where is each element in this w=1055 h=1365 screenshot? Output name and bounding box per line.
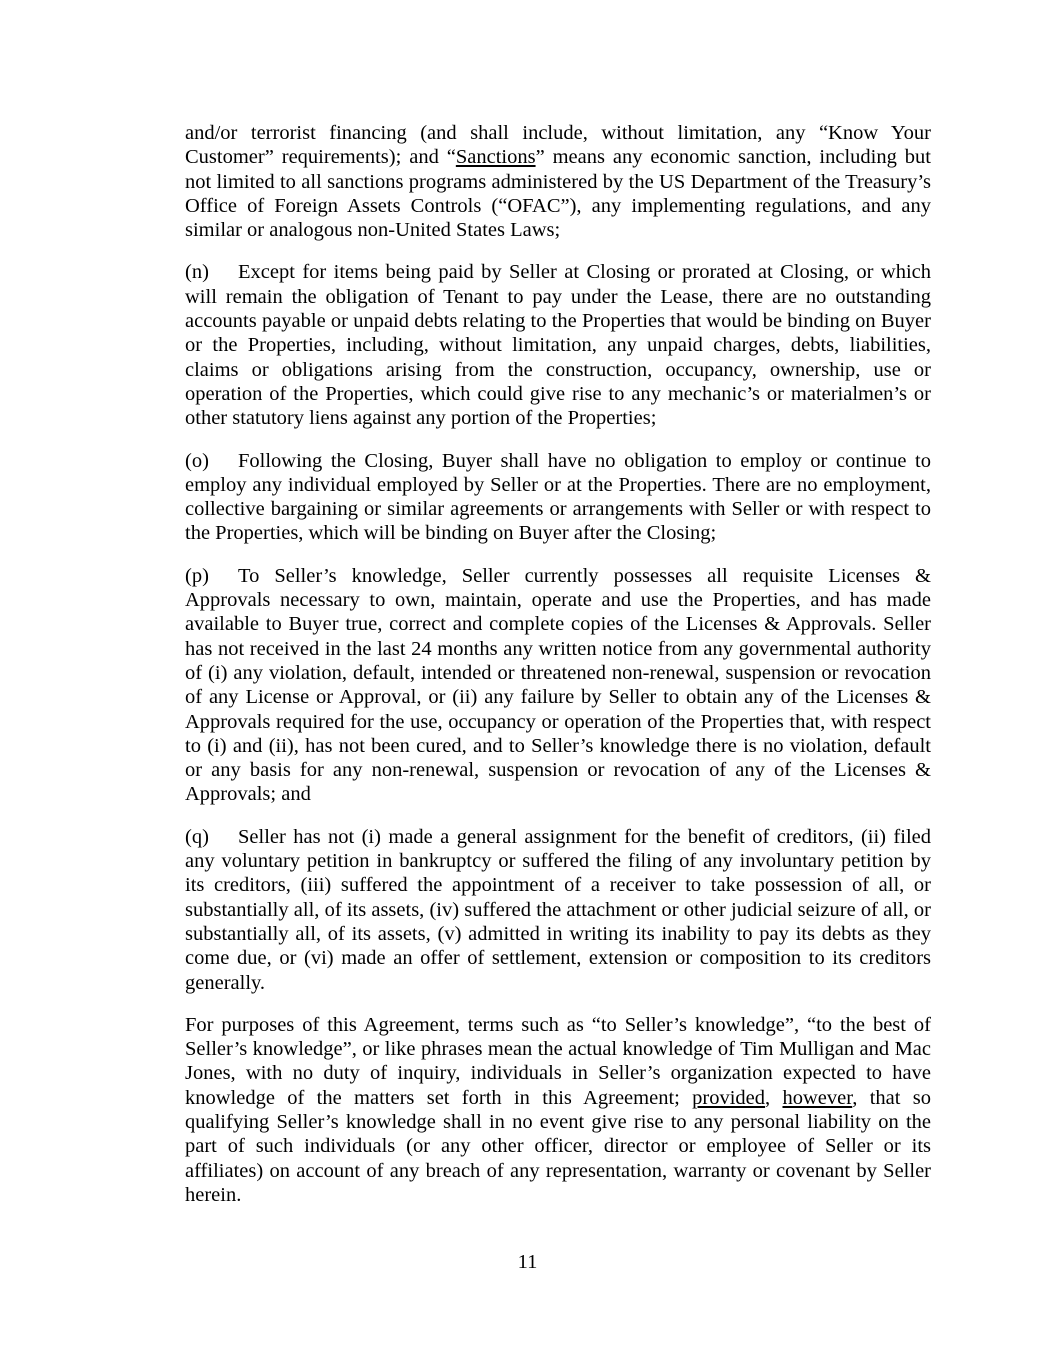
paragraph-text: Except for items being paid by Seller at Closing or prorated at Closing, or which will remain the obligation of Tenant to pay under the Lease, there are no outstanding accounts payable or unpaid debts relating to the Properties that would be binding on Buyer or the Properties, including, without limitation, any unpaid charges, debts, liabilities, claims or obligations arising from the construction, occupancy, ownership, use or operation of the Properties, which could give rise to any mechanic’s or materialmen’s or other statutory liens against any portion of the Properties; — [185, 261, 931, 430]
paragraph-text: Following the Closing, Buyer shall have no obligation to employ or continue to employ any individual employed by Seller or at the Properties. There are no employment, collective bargaining or similar agreements or arrangements with Seller or with respect to the Properties, which will be binding on Buyer after the Closing; — [185, 449, 931, 545]
paragraph — [185, 1013, 931, 1207]
paragraph-label: (o) — [185, 449, 209, 472]
paragraph-label: (q) — [185, 825, 209, 848]
paragraph — [185, 121, 931, 242]
paragraph-label: (n) — [185, 261, 209, 284]
paragraph-text: ” means any economic sanction, including but not limited to all sanctions programs administered by the US Department of the Treasury’s Office of Foreign Assets Controls (“OFAC”), any implementing regulations, and any similar or analogous non-United States Laws; — [185, 146, 931, 242]
underlined-term: Sanctions — [455, 146, 536, 169]
paragraph-text: , — [765, 1086, 783, 1109]
paragraph-text: For purposes of this Agreement, terms such as “to Seller’s knowledge”, “to the best of Seller’s knowledge”, or like phrases mean the actual knowledge of Tim Mulligan and Mac Jones, with no duty of inquiry, individuals in Seller’s organization expected to have knowledge of the matters set forth in this Agreement; — [185, 1013, 931, 1109]
paragraph-label: (p) — [185, 564, 209, 587]
underlined-term: however — [782, 1086, 853, 1109]
paragraph-text: , that so qualifying Seller’s knowledge shall in no event give rise to any personal liability on the part of such individuals (or any other officer, director or employee of Seller or its affiliates) on account of any breach of any representation, warranty or covenant by Seller herein. — [185, 1086, 931, 1206]
page-footer — [0, 1250, 1055, 1274]
paragraph — [185, 260, 931, 430]
paragraph — [185, 564, 931, 807]
underlined-term: provided — [692, 1086, 766, 1109]
document-body — [185, 121, 931, 1225]
paragraph-text: To Seller’s knowledge, Seller currently possesses all requisite Licenses & Approvals necessary to own, maintain, operate and use the Properties, and has made available to Buyer true, correct and complete copies of the Licenses & Approvals. Seller has not received in the last 24 months any written notice from any governmental authority of (i) any violation, default, intended or threatened non-renewal, suspension or revocation of any License or Approval, or (ii) any failure by Seller to obtain any of the Licenses & Approvals required for the use, occupancy or operation of the Properties that, with respect to (i) and (ii), has not been cured, and to Seller’s knowledge there is no violation, default or any basis for any non-renewal, suspension or revocation of any of the Licenses & Approvals; and — [185, 564, 931, 806]
paragraph-text: Seller has not (i) made a general assignment for the benefit of creditors, (ii) filed any voluntary petition in bankruptcy or suffered the filing of any involuntary petition by its creditors, (iii) suffered the appointment of a receiver to take possession of all, or substantially all, of its assets, (iv) suffered the attachment or other judicial seizure of all, or substantially all, of its assets, (v) admitted in writing its inability to pay its debts as they come due, or (vi) made an offer of settlement, extension or composition to its creditors generally. — [185, 825, 931, 994]
page-number: 11 — [517, 1251, 538, 1273]
paragraph — [185, 825, 931, 995]
paragraph-text: and/or terrorist financing (and shall include, without limitation, any “Know Your Customer” requirements); and “ — [185, 122, 931, 169]
paragraph — [185, 449, 931, 546]
